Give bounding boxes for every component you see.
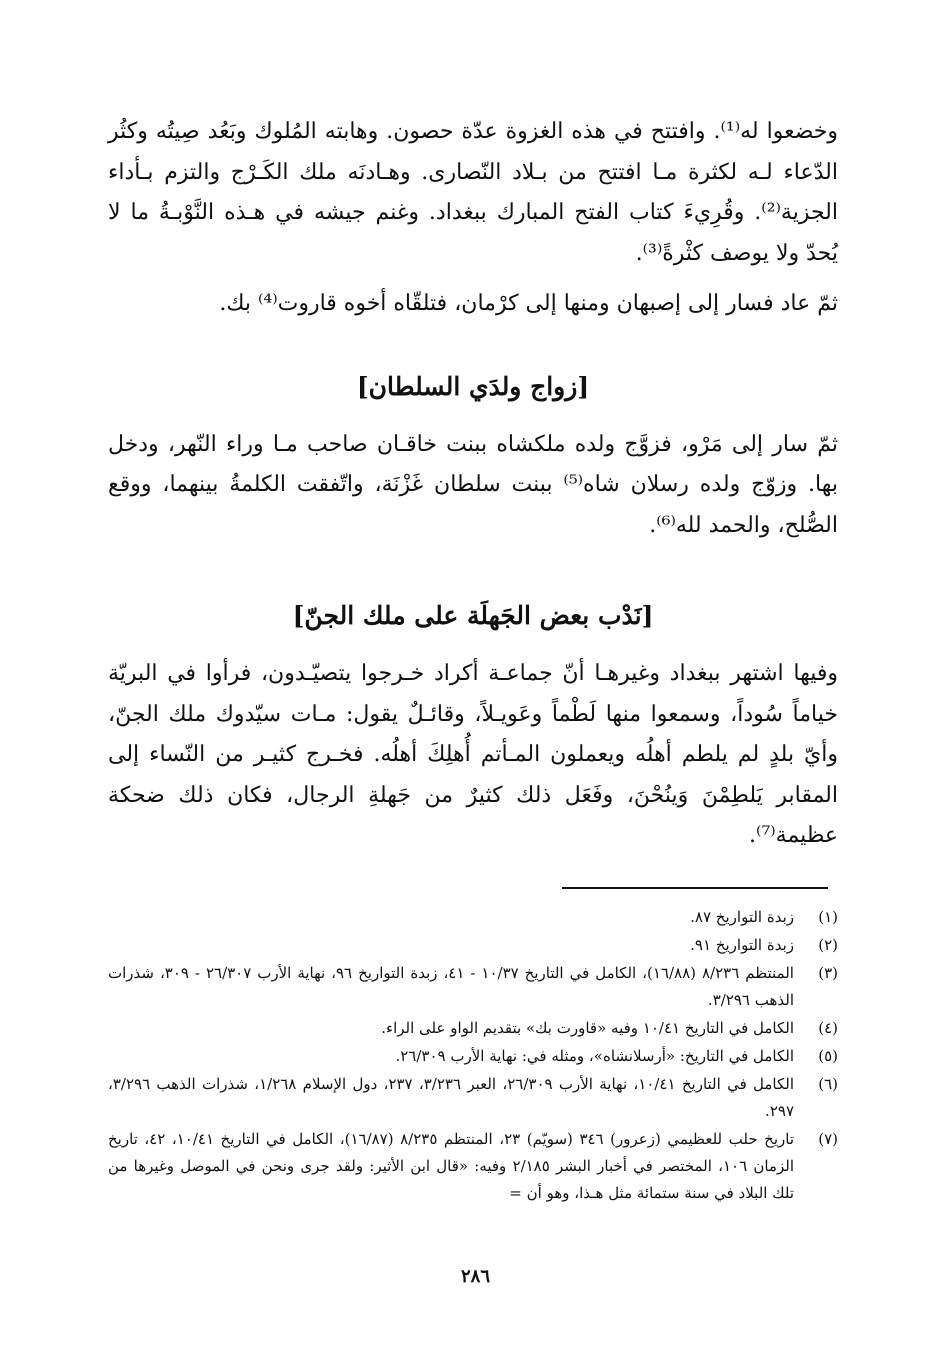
footnote-number: (٧) — [818, 1130, 838, 1148]
paragraph-1: وخضعوا له⁽¹⁾. وافتتح في هذه الغزوة عدّة حصون. وهابته المُلوك وبَعُد صِيتُه وكثُر الدّعاء لـه لكثرة مـا افتتح من بـلاد النّصارى. وهـادنَه ملك الكَـرْج والتزم بـأداء الجزية⁽²⁾. وقُرِيءَ كتاب الفتح المبارك ببغداد. وغنم جيشه في هـذه النَّوْبـةُ ما لا يُحدّ ولا يوصف كثْرةً⁽³⁾. — [108, 119, 838, 266]
footnotes — [108, 904, 838, 1208]
footnote — [108, 960, 838, 1014]
footnote-text: تاريخ حلب للعظيمي (زعرور) ٣٤٦ (سويّم) ٢٣، المنتظم ٨/٢٣٥ (١٦/٨٧)، الكامل في التاريخ ١٠/٤١، ٤٢، تاريخ الزمان ١٠٦، المختصر في أخبار البشر ٢/١٨٥ وفيه: «قال ابن الأثير: ولقد جرى ونحن في الموصل وغيرها من تلك البلاد في سنة ستمائة مثل هـذا، وهو أن = — [108, 1130, 794, 1202]
footnote-text: الكامل في التاريخ ١٠/٤١ وفيه «قاورت بك» بتقديم الواو على الراء. — [381, 1019, 794, 1037]
footnote — [108, 932, 838, 959]
footnote — [108, 1126, 838, 1207]
page-number: ٢٨٦ — [460, 1266, 490, 1287]
paragraph-3: ثمّ سار إلى مَرْو، فزوَّج ولده ملكشاه ببنت خاقـان صاحب مـا وراء النّهر، ودخل بها. وزوّج ولده رسلان شاه⁽⁵⁾ ببنت سلطان غَزْنَة، واتّفقت الكلمةُ بينهما، ووقع الصُّلح، والحمد لله⁽⁶⁾. — [108, 431, 838, 538]
footnote-text: زبدة التواريخ ٨٧. — [690, 908, 794, 926]
footnote-number: (٢) — [818, 936, 838, 954]
footnote-number: (٥) — [818, 1047, 838, 1065]
footnote-text: المنتظم ٨/٢٣٦ (١٦/٨٨)، الكامل في التاريخ ١٠/٣٧ - ٤١، زبدة التواريخ ٩٦، نهاية الأرب ٢٦/٣٠٧ - ٣٠٩، شذرات الذهب ٣/٢٩٦. — [108, 964, 794, 1009]
footnote-text: الكامل في التاريخ: «أرسلانشاه»، ومثله في: نهاية الأرب ٢٦/٣٠٩. — [395, 1047, 794, 1065]
footnote-text: زبدة التواريخ ٩١. — [690, 936, 794, 954]
paragraph-2: ثمّ عاد فسار إلى إصبهان ومنها إلى كرْمان، فتلقّاه أخوه قاروت⁽⁴⁾ بك. — [219, 291, 838, 316]
footnote — [108, 1015, 838, 1042]
footnote — [108, 1043, 838, 1070]
footnote-number: (١) — [818, 908, 838, 926]
footnote-number: (٤) — [818, 1019, 838, 1037]
section-heading-marriage: [زواج ولدَي السلطان] — [356, 371, 590, 401]
paragraph-4: وفيها اشتهر ببغداد وغيرهـا أنّ جماعـة أكراد خـرجوا يتصيّـدون، فرأوا في البريّة خياماً سُوداً، وسمعوا منها لَطْماً وعَويـلاً، وقائـلٌ يقول: مـات سيّدوك ملك الجنّ، وأيّ بلدٍ لم يلطم أهلُه ويعملون المـأتم أُهلِكَ أهلُه. فخـرج كثيـر من النّساء إلى المقابر يَلطِمْنَ وَينُحْنَ، وفَعَل ذلك كثيرٌ من جَهلةِ الرجال، فكان ذلك ضحكة عظيمة⁽⁷⁾. — [108, 661, 838, 848]
footnote — [108, 1071, 838, 1125]
section-heading-jinn: [نَدْب بعض الجَهلَة على ملك الجنّ] — [292, 601, 654, 630]
footnote-text: الكامل في التاريخ ١٠/٤١، نهاية الأرب ٢٦/٣٠٩، العبر ٣/٢٣٦، ٢٣٧، دول الإسلام ١/٢٦٨، شذرات الذهب ٣/٢٩٦، ٢٩٧. — [108, 1075, 795, 1120]
footnote-number: (٣) — [818, 964, 838, 982]
footnote-divider — [562, 887, 828, 889]
main-text — [108, 112, 838, 857]
footnote-number: (٦) — [818, 1075, 838, 1093]
footnote — [108, 904, 838, 931]
